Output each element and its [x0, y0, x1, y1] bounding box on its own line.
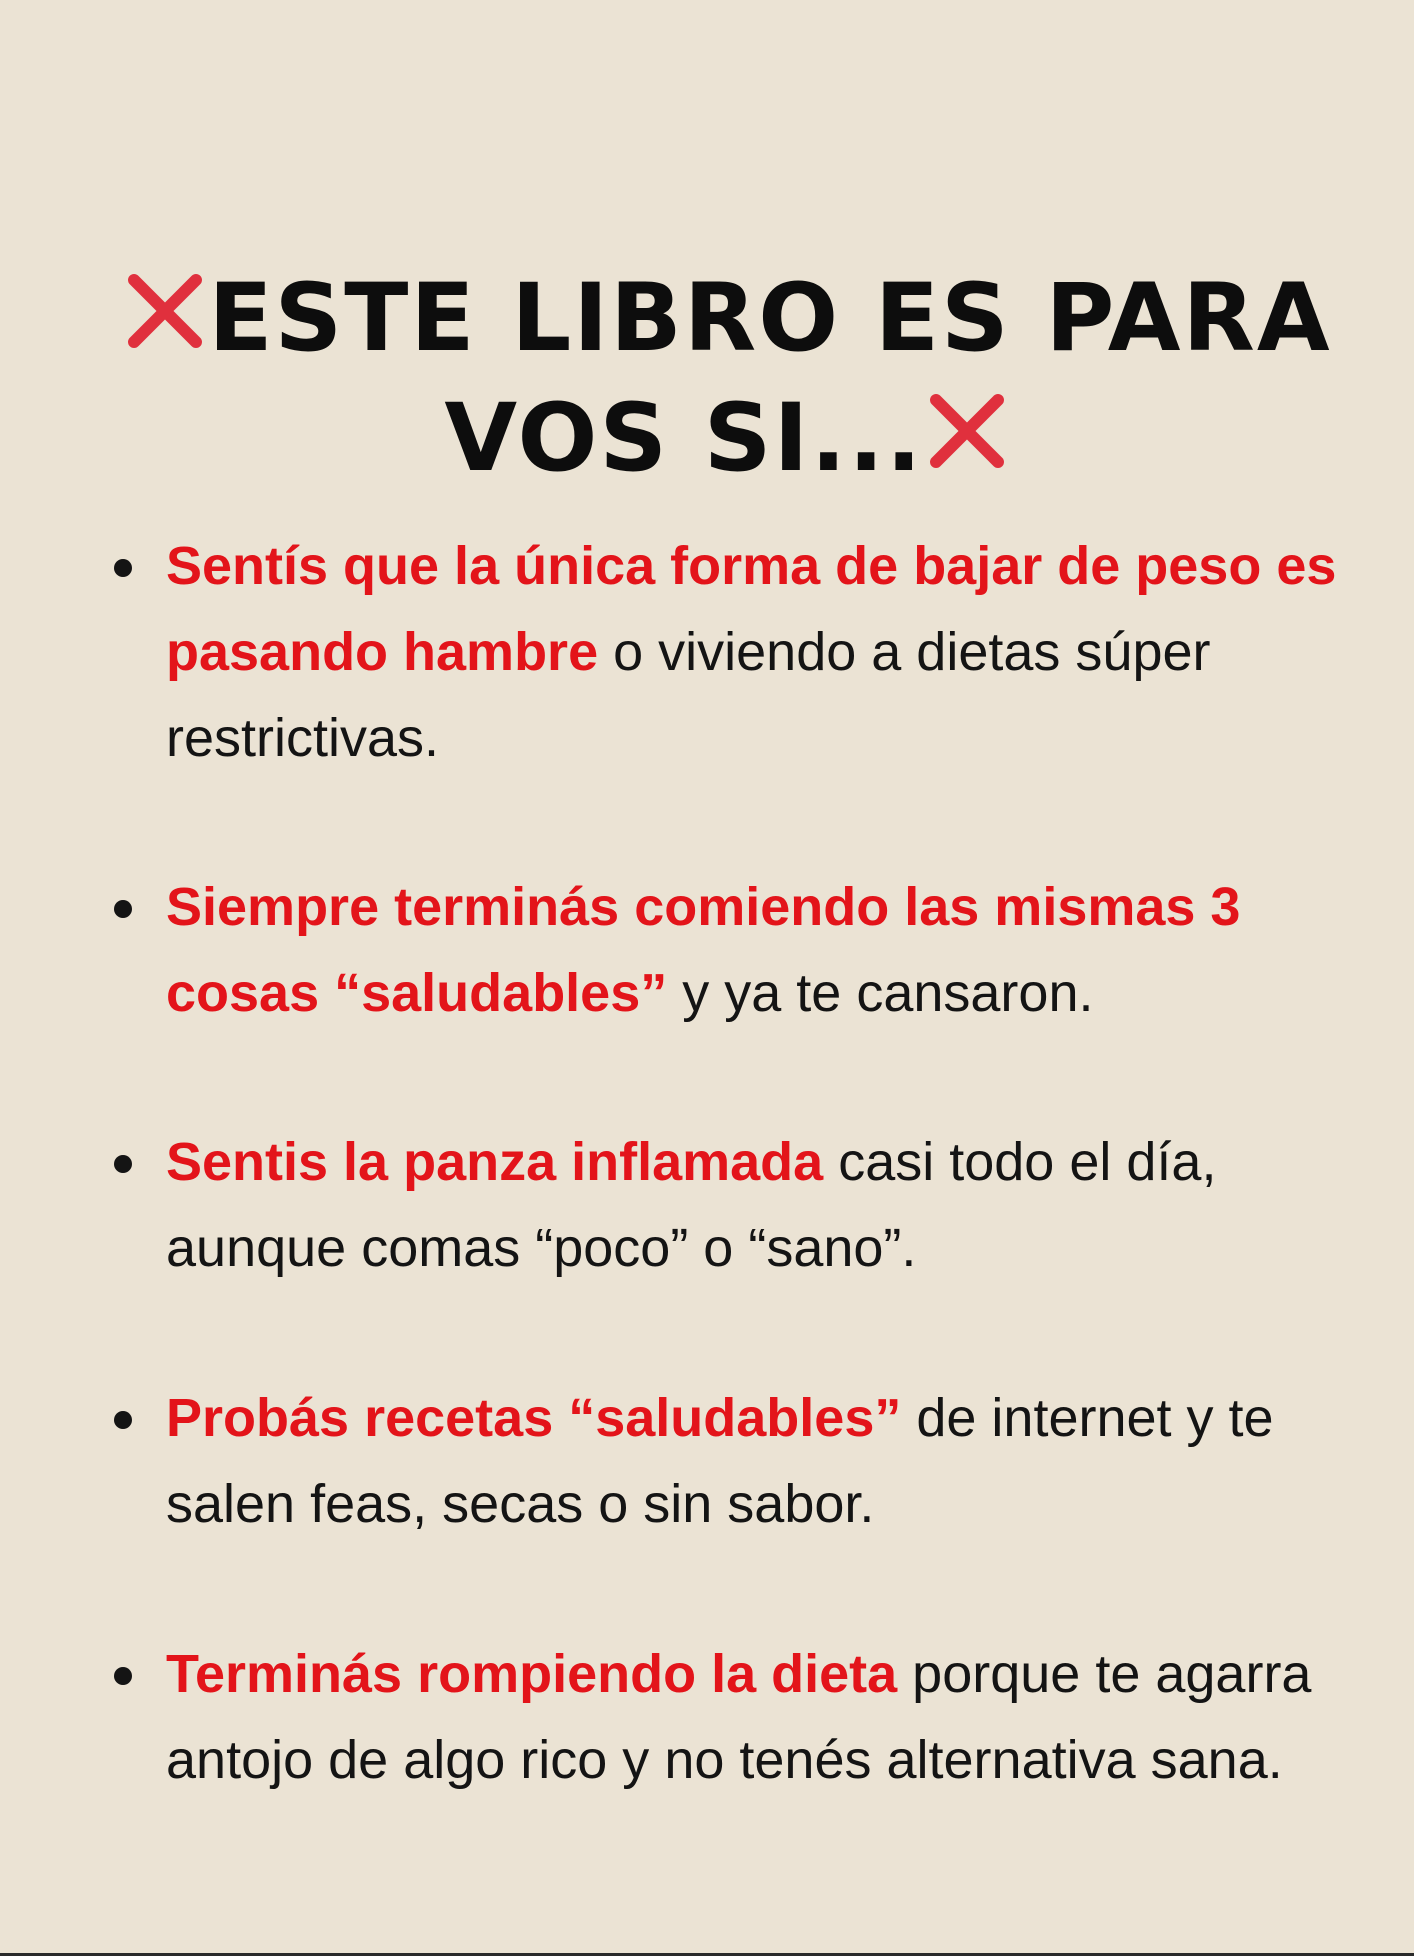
- bullet-dot: [114, 1411, 132, 1429]
- bullet-dot: [114, 1667, 132, 1685]
- list-item-highlight: Terminás rompiendo la dieta: [166, 1644, 898, 1704]
- bullet-dot: [114, 559, 132, 577]
- list-item: [166, 1631, 1366, 1803]
- bullet-dot: [114, 900, 132, 918]
- list-item-text: de internet y te salen feas, secas o sin sabor.: [166, 1388, 1274, 1534]
- list-item-highlight: Probás recetas “saludables”: [166, 1388, 902, 1448]
- list-item: [166, 1119, 1366, 1291]
- list-item-text: casi todo el día, aunque comas “poco” o “sano”.: [166, 1132, 1217, 1278]
- list-item-highlight: Sentis la panza inflamada: [166, 1132, 824, 1192]
- list-item: [166, 523, 1366, 781]
- list-item-text: porque te agarra antojo de algo rico y no tenés alternativa sana.: [166, 1644, 1312, 1790]
- title-text-line-1: ESTE LIBRO ES PARA: [208, 263, 1332, 373]
- list-item-text: o viviendo a dietas súper restrictivas.: [166, 622, 1211, 768]
- list-item-highlight: Sentís que la única forma de bajar de peso es pasando hambre: [166, 536, 1337, 682]
- bullet-dot: [114, 1155, 132, 1173]
- title-text-line-2: VOS SI...: [444, 383, 924, 493]
- list-item-text: y ya te cansaron.: [667, 963, 1094, 1023]
- list-item: [166, 864, 1366, 1036]
- list-item-highlight: Siempre terminás comiendo las mismas 3 cosas “saludables”: [166, 877, 1241, 1023]
- list-item: [166, 1375, 1366, 1547]
